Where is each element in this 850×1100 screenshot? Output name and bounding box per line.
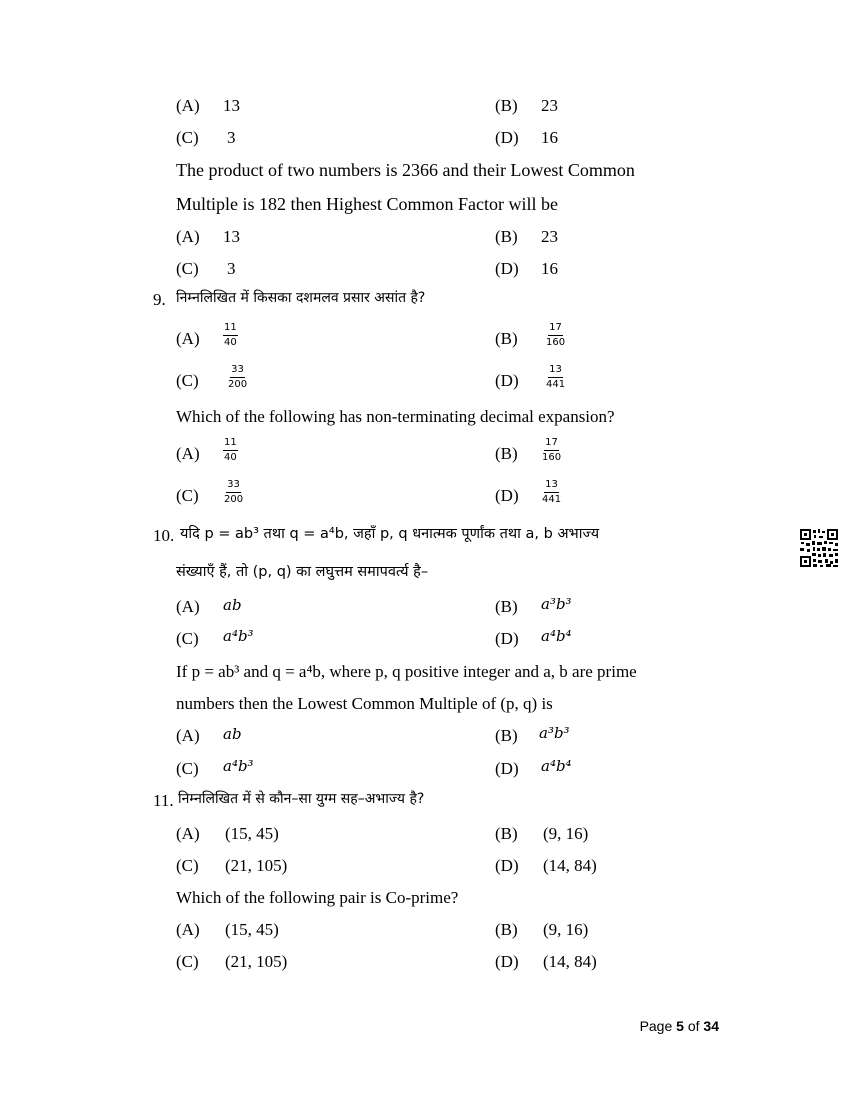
option-label: (A) [176, 824, 200, 843]
option-value: (9, 16) [543, 824, 589, 843]
option-label: (D) [495, 629, 519, 648]
option-label: (D) [495, 952, 519, 971]
option-label: (A) [176, 96, 200, 115]
fraction-numerator: 33 [226, 479, 241, 493]
option-label: (B) [495, 726, 518, 745]
fraction-denominator: 40 [224, 451, 237, 463]
option-label: (B) [495, 96, 518, 115]
option-value: 3 [227, 259, 236, 278]
qr-code-icon [799, 528, 839, 568]
question-number: 10. [153, 526, 175, 545]
option-value: 13 [223, 96, 240, 115]
option-label: (A) [176, 227, 200, 246]
option-value: 23 [541, 96, 558, 115]
option-label: (B) [495, 329, 518, 348]
fraction-denominator: 160 [542, 451, 562, 463]
fraction-option [228, 364, 247, 390]
question-text: The product of two numbers is 2366 and their Lowest Common [176, 160, 635, 180]
option-value: ab [223, 725, 242, 743]
option-label: (B) [495, 920, 518, 939]
question-text: Which of the following has non-terminating decimal expansion? [176, 407, 615, 426]
option-label: (D) [495, 856, 519, 875]
option-label: (A) [176, 597, 200, 616]
question-text: numbers then the Lowest Common Multiple of (p, q) is [176, 694, 553, 713]
fraction-denominator: 200 [228, 378, 248, 390]
page-number [640, 1018, 719, 1034]
option-label: (D) [495, 759, 519, 778]
option-label: (D) [495, 486, 519, 505]
fraction-numerator: 17 [548, 322, 563, 336]
option-label: (C) [176, 952, 199, 971]
option-value: a⁴b⁴ [541, 627, 572, 645]
option-label: (C) [176, 629, 199, 648]
option-label: (A) [176, 726, 200, 745]
option-value: a³b³ [539, 724, 570, 742]
fraction-denominator: 160 [546, 336, 566, 348]
option-value: (21, 105) [225, 952, 288, 971]
fraction-option [223, 437, 238, 463]
option-label: (C) [176, 856, 199, 875]
fraction-numerator: 13 [544, 479, 559, 493]
option-label: (D) [495, 259, 519, 278]
option-label: (C) [176, 259, 199, 278]
fraction-option [546, 364, 565, 390]
page-current: 5 [676, 1018, 684, 1034]
fraction-numerator: 11 [223, 437, 238, 451]
option-label: (B) [495, 444, 518, 463]
question-number: 11. [153, 791, 174, 810]
option-label: (D) [495, 371, 519, 390]
option-value: 16 [541, 259, 558, 278]
question-text: If p = ab³ and q = a⁴b, where p, q positive integer and a, b are prime [176, 662, 637, 681]
question-text: Multiple is 182 then Highest Common Factor will be [176, 194, 558, 214]
option-label: (C) [176, 486, 199, 505]
option-value: 3 [227, 128, 236, 147]
question-text-hindi: निम्नलिखित में किसका दशमलव प्रसार असांत है? [176, 290, 426, 306]
option-label: (D) [495, 128, 519, 147]
fraction-denominator: 441 [546, 378, 566, 390]
option-value: ab [223, 596, 242, 614]
option-value: a⁴b³ [223, 627, 254, 645]
option-label: (B) [495, 227, 518, 246]
page-word: Page [639, 1018, 673, 1034]
option-value: (21, 105) [225, 856, 288, 875]
fraction-numerator: 13 [548, 364, 563, 378]
option-value: 16 [541, 128, 558, 147]
fraction-numerator: 17 [544, 437, 559, 451]
question-text: Which of the following pair is Co-prime? [176, 888, 459, 907]
fraction-option [546, 322, 565, 348]
fraction-denominator: 200 [224, 493, 244, 505]
option-value: a⁴b⁴ [541, 757, 572, 775]
option-value: (9, 16) [543, 920, 589, 939]
option-label: (B) [495, 597, 518, 616]
option-label: (B) [495, 824, 518, 843]
option-value: (14, 84) [543, 952, 597, 971]
question-text-hindi: निम्नलिखित में से कौन–सा युग्म सह–अभाज्य है? [178, 791, 425, 807]
fraction-numerator: 11 [223, 322, 238, 336]
page-total: 34 [703, 1018, 719, 1034]
fraction-option [223, 322, 238, 348]
option-label: (C) [176, 371, 199, 390]
of-word: of [687, 1018, 700, 1034]
question-text-hindi: संख्याएँ हैं, तो (p, q) का लघुत्तम समापवर्त्य है– [176, 564, 429, 580]
fraction-option [224, 479, 243, 505]
option-label: (A) [176, 329, 200, 348]
question-text-hindi: यदि p = ab³ तथा q = a⁴b, जहाँ p, q धनात्मक पूर्णांक तथा a, b अभाज्य [180, 526, 600, 542]
fraction-option [542, 437, 561, 463]
option-label: (C) [176, 759, 199, 778]
question-number: 9. [153, 290, 166, 309]
option-value: a⁴b³ [223, 757, 254, 775]
option-value: (14, 84) [543, 856, 597, 875]
option-value: (15, 45) [225, 920, 279, 939]
option-value: 13 [223, 227, 240, 246]
option-value: (15, 45) [225, 824, 279, 843]
fraction-numerator: 33 [230, 364, 245, 378]
option-value: 23 [541, 227, 558, 246]
fraction-option [542, 479, 561, 505]
option-label: (A) [176, 920, 200, 939]
option-label: (C) [176, 128, 199, 147]
option-value: a³b³ [541, 595, 572, 613]
fraction-denominator: 441 [542, 493, 562, 505]
fraction-denominator: 40 [224, 336, 237, 348]
option-label: (A) [176, 444, 200, 463]
